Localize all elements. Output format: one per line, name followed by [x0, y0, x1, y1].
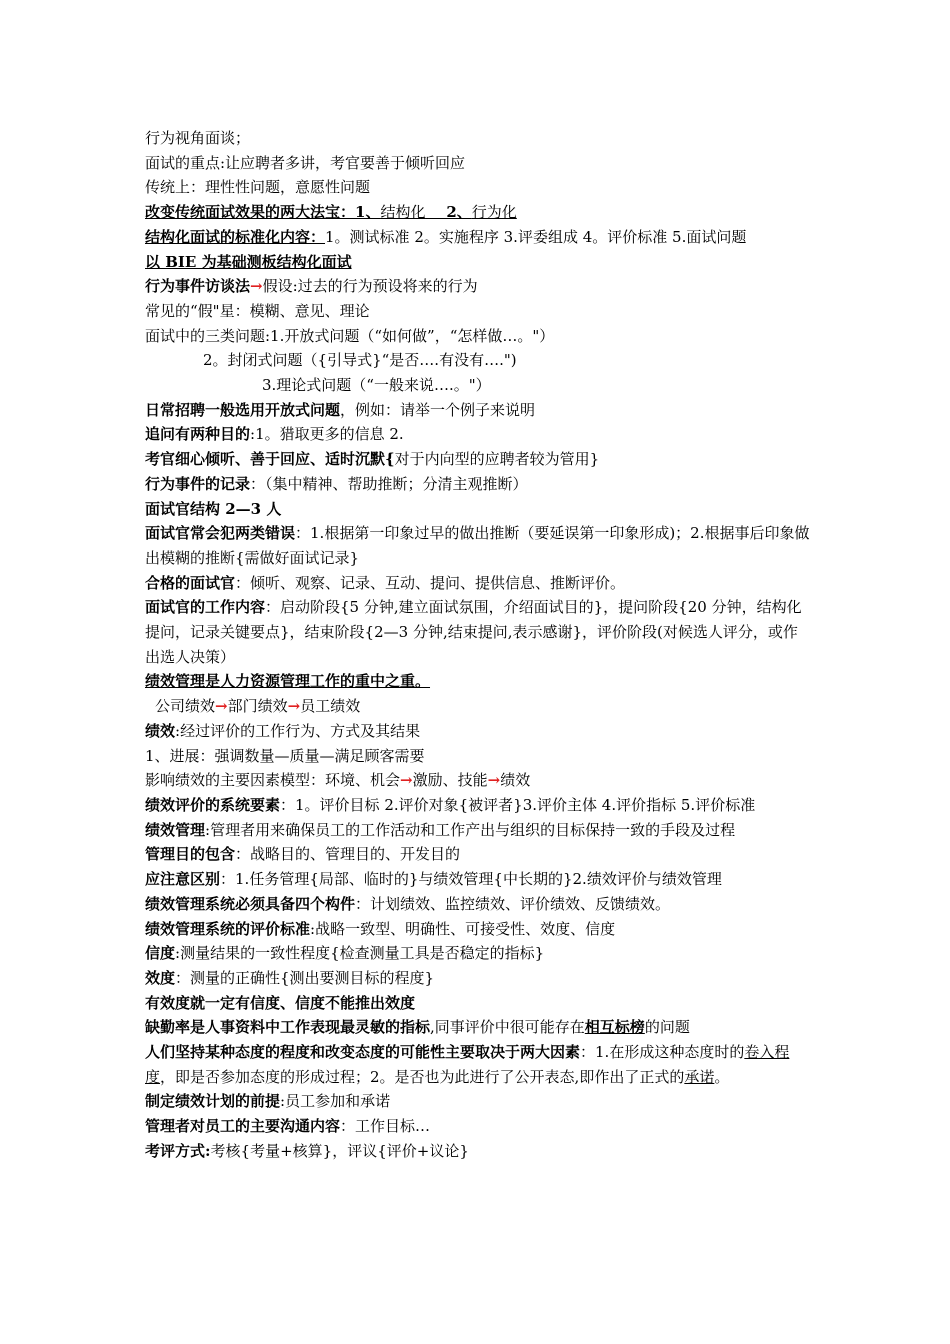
- text-line: 考官细心倾听、善于回应、适时沉默{对于内向型的应聘者较为管用}: [145, 450, 600, 469]
- text-line: 效度：测量的正确性{测出要测目标的程度}: [145, 968, 435, 987]
- heading-line: 改变传统面试效果的两大法宝：1、结构化 2、行为化: [145, 203, 517, 222]
- text-line: 绩效管理系统必须具备四个构件：计划绩效、监控绩效、评价绩效、反馈绩效。: [145, 894, 671, 913]
- text-paragraph: 面试官的工作内容：启动阶段{5 分钟,建立面试氛围，介绍面试目的}，提问阶段{20 分钟，结构化提问，记录关键要点}，结束阶段{2—3 分钟,结束提问,表示感谢}，评价阶段(对候选人评分，或作出选人决策）: [145, 598, 802, 666]
- arrow-right-icon: →: [215, 697, 228, 716]
- text-line: 追问有两种目的:1。猎取更多的信息 2.: [145, 425, 404, 444]
- text-line: 管理目的包含：战略目的、管理目的、开发目的: [145, 845, 461, 864]
- text-line: 影响绩效的主要因素模型：环境、机会→激励、技能→绩效: [145, 771, 531, 790]
- document-body: [145, 126, 810, 1164]
- text-line: 管理者对员工的主要沟通内容：工作目标…: [145, 1117, 431, 1136]
- arrow-right-icon: →: [400, 771, 413, 790]
- text-line: 行为事件访谈法→假设:过去的行为预设将来的行为: [145, 277, 478, 296]
- text-line: 1、进展：强调数量—质量—满足顾客需要: [145, 746, 425, 765]
- text-line: 绩效管理系统的评价标准:战略一致型、明确性、可接受性、效度、信度: [145, 919, 616, 938]
- text-line: 面试中的三类问题:1.开放式问题（“如何做”，“怎样做…。"）: [145, 326, 555, 345]
- text-line: 面试的重点:让应聘者多讲，考官要善于倾听回应: [145, 153, 466, 172]
- text-line: 信度:测量结果的一致性程度{检查测量工具是否稳定的指标}: [145, 944, 545, 963]
- heading-line: 绩效管理是人力资源管理工作的重中之重。: [145, 672, 431, 691]
- text-line: 传统上：理性性问题，意愿性问题: [145, 178, 371, 197]
- heading-line: 有效度就一定有信度、信度不能推出效度: [145, 993, 416, 1012]
- text-paragraph: 人们坚持某种态度的程度和改变态度的可能性主要取决于两大因素：1.在形成这种态度时的卷入程度，即是否参加态度的形成过程；2。是否也为此进行了公开表态,即作出了正式的承诺。: [145, 1043, 790, 1086]
- arrow-right-icon: →: [250, 277, 263, 296]
- text-line: 结构化面试的标准化内容：1。测试标准 2。实施程序 3.评委组成 4。评价标准 5.面试问题: [145, 227, 747, 246]
- text-line: 合格的面试官：倾听、观察、记录、互动、提问、提供信息、推断评价。: [145, 573, 626, 592]
- text-line: 2。封闭式问题（{引导式}“是否….有没有…."): [203, 351, 517, 370]
- text-line: 缺勤率是人事资料中工作表现最灵敏的指标,同事评价中很可能存在相互标榜的问题: [145, 1018, 690, 1037]
- text-paragraph: 面试官常会犯两类错误：1.根据第一印象过早的做出推断（要延误第一印象形成)；2.根据事后印象做出模糊的推断{需做好面试记录}: [145, 524, 810, 567]
- text-line: 制定绩效计划的前提:员工参加和承诺: [145, 1092, 391, 1111]
- text-paragraph: 绩效评价的系统要素：1。评价目标 2.评价对象{被评者}3.评价主体 4.评价指标 5.评价标准: [145, 795, 756, 814]
- heading-line: 以 BIE 为基础测板结构化面试: [145, 252, 352, 271]
- text-line: 公司绩效→部门绩效→员工绩效: [155, 697, 361, 716]
- heading-line: 面试官结构 2—3 人: [145, 499, 282, 518]
- text-line: 常见的“假"星：模糊、意见、理论: [145, 301, 370, 320]
- text-line: 考评方式:考核{考量+核算}，评议{评价+议论}: [145, 1141, 469, 1160]
- text-line: 行为视角面谈；: [145, 129, 251, 147]
- arrow-right-icon: →: [287, 697, 301, 716]
- arrow-right-icon: →: [487, 771, 501, 790]
- text-line: 日常招聘一般选用开放式问题，例如：请举一个例子来说明: [145, 400, 536, 419]
- text-line: 行为事件的记录：（集中精神、帮助推断；分清主观推断）: [145, 474, 528, 493]
- text-line: 3.理论式问题（“一般来说….。"）: [262, 376, 491, 395]
- text-line: 绩效管理:管理者用来确保员工的工作活动和工作产出与组织的目标保持一致的手段及过程: [145, 820, 736, 839]
- text-line: 应注意区别：1.任务管理{局部、临时的}与绩效管理{中长期的}2.绩效评价与绩效管理: [145, 870, 722, 889]
- text-line: 绩效:经过评价的工作行为、方式及其结果: [145, 721, 421, 740]
